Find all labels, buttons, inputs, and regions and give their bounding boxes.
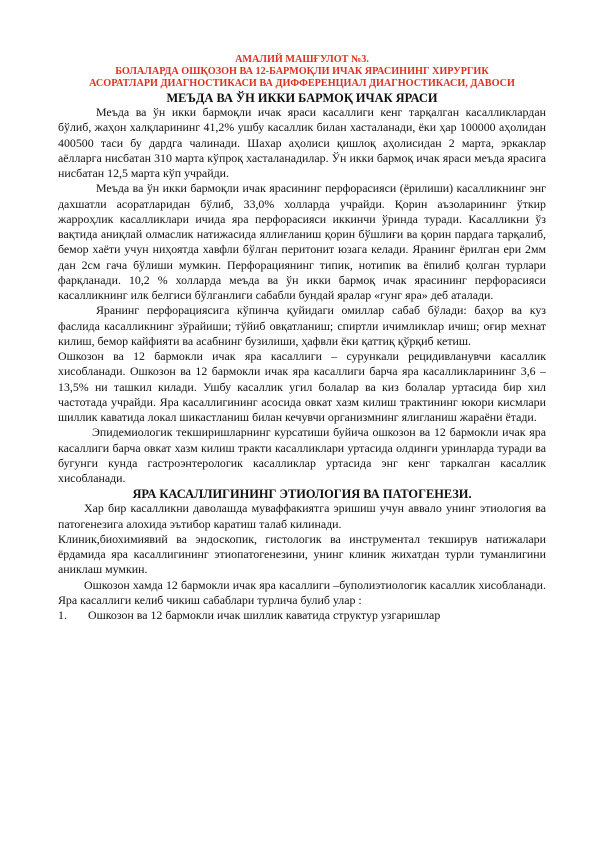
paragraph-perforation: Меъда ва ўн икки бармоқли ичак ярасининг перфорасияси (ёрилиши) касалликнинг энг дахшатли асоратларидан бўлиб, 33,0% холларда учрайди. Қорин аъзоларининг ўткир жарроҳлик касалликлари ичида яра перфорасияси иккинчи ўринда туради. Касалликни ўз вақтида аниқлай олмаслик натижасида яллиғланиш қорин бўшлиғи ва қорин пардага тарқалиб, бемор хаёти учун ниҳоятда хавфли бўлган перитонит юзага келади. Яранинг ёрилган ери 2мм дан 2см гача бўлиши мумкин. Перфорациянинг типик, нотипик ва ёпилиб қолган турлари фарқланади. 10,2 % холларда меъда ва ўн икки бармоқ ичак ярасининг перфорасияси касалликнинг илк белгиси бўлганлиги сабабли бундай яралар «гунг яра» деб аталади. bbox=[58, 181, 546, 302]
lesson-title-line-1: БОЛАЛАРДА ОШҚОЗОН ВА 12-БАРМОҚЛИ ИЧАК ЯРАСИНИНГ ХИРУРГИК bbox=[115, 66, 489, 77]
lesson-title-line-2: АСОРАТЛАРИ ДИАГНОСТИКАСИ ВА ДИФФЕРЕНЦИАЛ ДИАГНОСТИКАСИ, ДАВОСИ bbox=[89, 78, 515, 89]
list-item-text: Ошкозон ва 12 бармокли ичак шиллик каватида структур узгаришлар bbox=[88, 608, 441, 622]
paragraph-chronic-disease: Ошкозон ва 12 бармокли ичак яра касаллиги – сурункали рецидивланувчи касаллик хисобланади. Ошкозон ва 12 бармокли ичак яра касаллиги барча яра касалликларининг 3,6 – 13,5% ни ташкил килади. Ушбу касаллик угил болалар ва киз болалар уртасида бир хил частотада учрайди. Яра касаллигининг асосида овкат хазм килиш трактининг юкори кисмлари шиллик каватида локал шикастланиш билан кечувчи организмнинг ялигланиш жараёни ётади. bbox=[58, 349, 546, 424]
list-item bbox=[58, 608, 546, 623]
paragraph-polyetiology: Ошкозон хамда 12 бармокли ичак яра касаллиги –буполиэтиологик касаллик хисобланади. Яра касаллиги келиб чикиш сабаблари турлича булиб улар : bbox=[58, 577, 546, 607]
paragraph-examinations: Клиник,биохимиявий ва эндоскопик, гистологик ва инструментал текширув натижалари ёрдамида яра касаллигининг этиопатогенезини, унинг клиник жихатдан турли туманлигини аниклаш мумкин. bbox=[58, 531, 546, 577]
paragraph-prevalence: Меъда ва ўн икки бармоқли ичак яраси касаллиги кенг тарқалган касалликлардан бўлиб, жаҳон халқларининг 41,2% ушбу касаллик билан хасталанади, ёки ҳар 100000 аҳолидан 400500 таси бу дардга чалинади. Шахар аҳолиси қишлоқ аҳолисидан 2 марта, эркаклар аёлларга нисбатан 310 марта кўпроқ хасталанадилар. Ўн икки бармоқ ичак яраси меъда ярасига нисбатан 12,5 марта кўп учрайди. bbox=[58, 105, 546, 180]
paragraph-epidemiology: Эпидемиологик текширишларнинг курсатиши буйича ошкозон ва 12 бармокли ичак яра касаллиги барча овкат хазм килиш тракти касалликлари уртасида олдинги уринларда туради ва бугунги кунда гастроэнтерологик касалликлар уртасида энг кенг таркалган касаллик хисобланади. bbox=[58, 425, 546, 485]
paragraph-perforation-causes: Яранинг перфорациясига кўпинча қуйидаги омиллар сабаб бўлади: баҳор ва куз фаслида касалликнинг зўрайиши; тўйиб овқатланиш; спиртли ичимликлар ичиш; оғир мехнат килиш, бемор кайфияти ва асабнинг бузилиши, ҳафвли ёки қаттиқ қўрқиб кетиш. bbox=[58, 303, 546, 348]
lesson-header bbox=[58, 54, 546, 90]
lesson-number: АМАЛИЙ МАШҒУЛОТ №3. bbox=[235, 54, 369, 65]
section-title-ulcer: МЕЪДА ВА ЎН ИККИ БАРМОҚ ИЧАК ЯРАСИ bbox=[166, 91, 438, 105]
list-item-number: 1. bbox=[58, 608, 67, 622]
section-title-etiology: ЯРА КАСАЛЛИГИНИНГ ЭТИОЛОГИЯ ВА ПАТОГЕНЕЗИ. bbox=[132, 487, 472, 502]
paragraph-treatment-success: Хар бир касалликни даволашда муваффакиятга эришиш учун аввало унинг этиология ва патогенезига алохида эътибор каратиш талаб килинади. bbox=[58, 501, 546, 531]
